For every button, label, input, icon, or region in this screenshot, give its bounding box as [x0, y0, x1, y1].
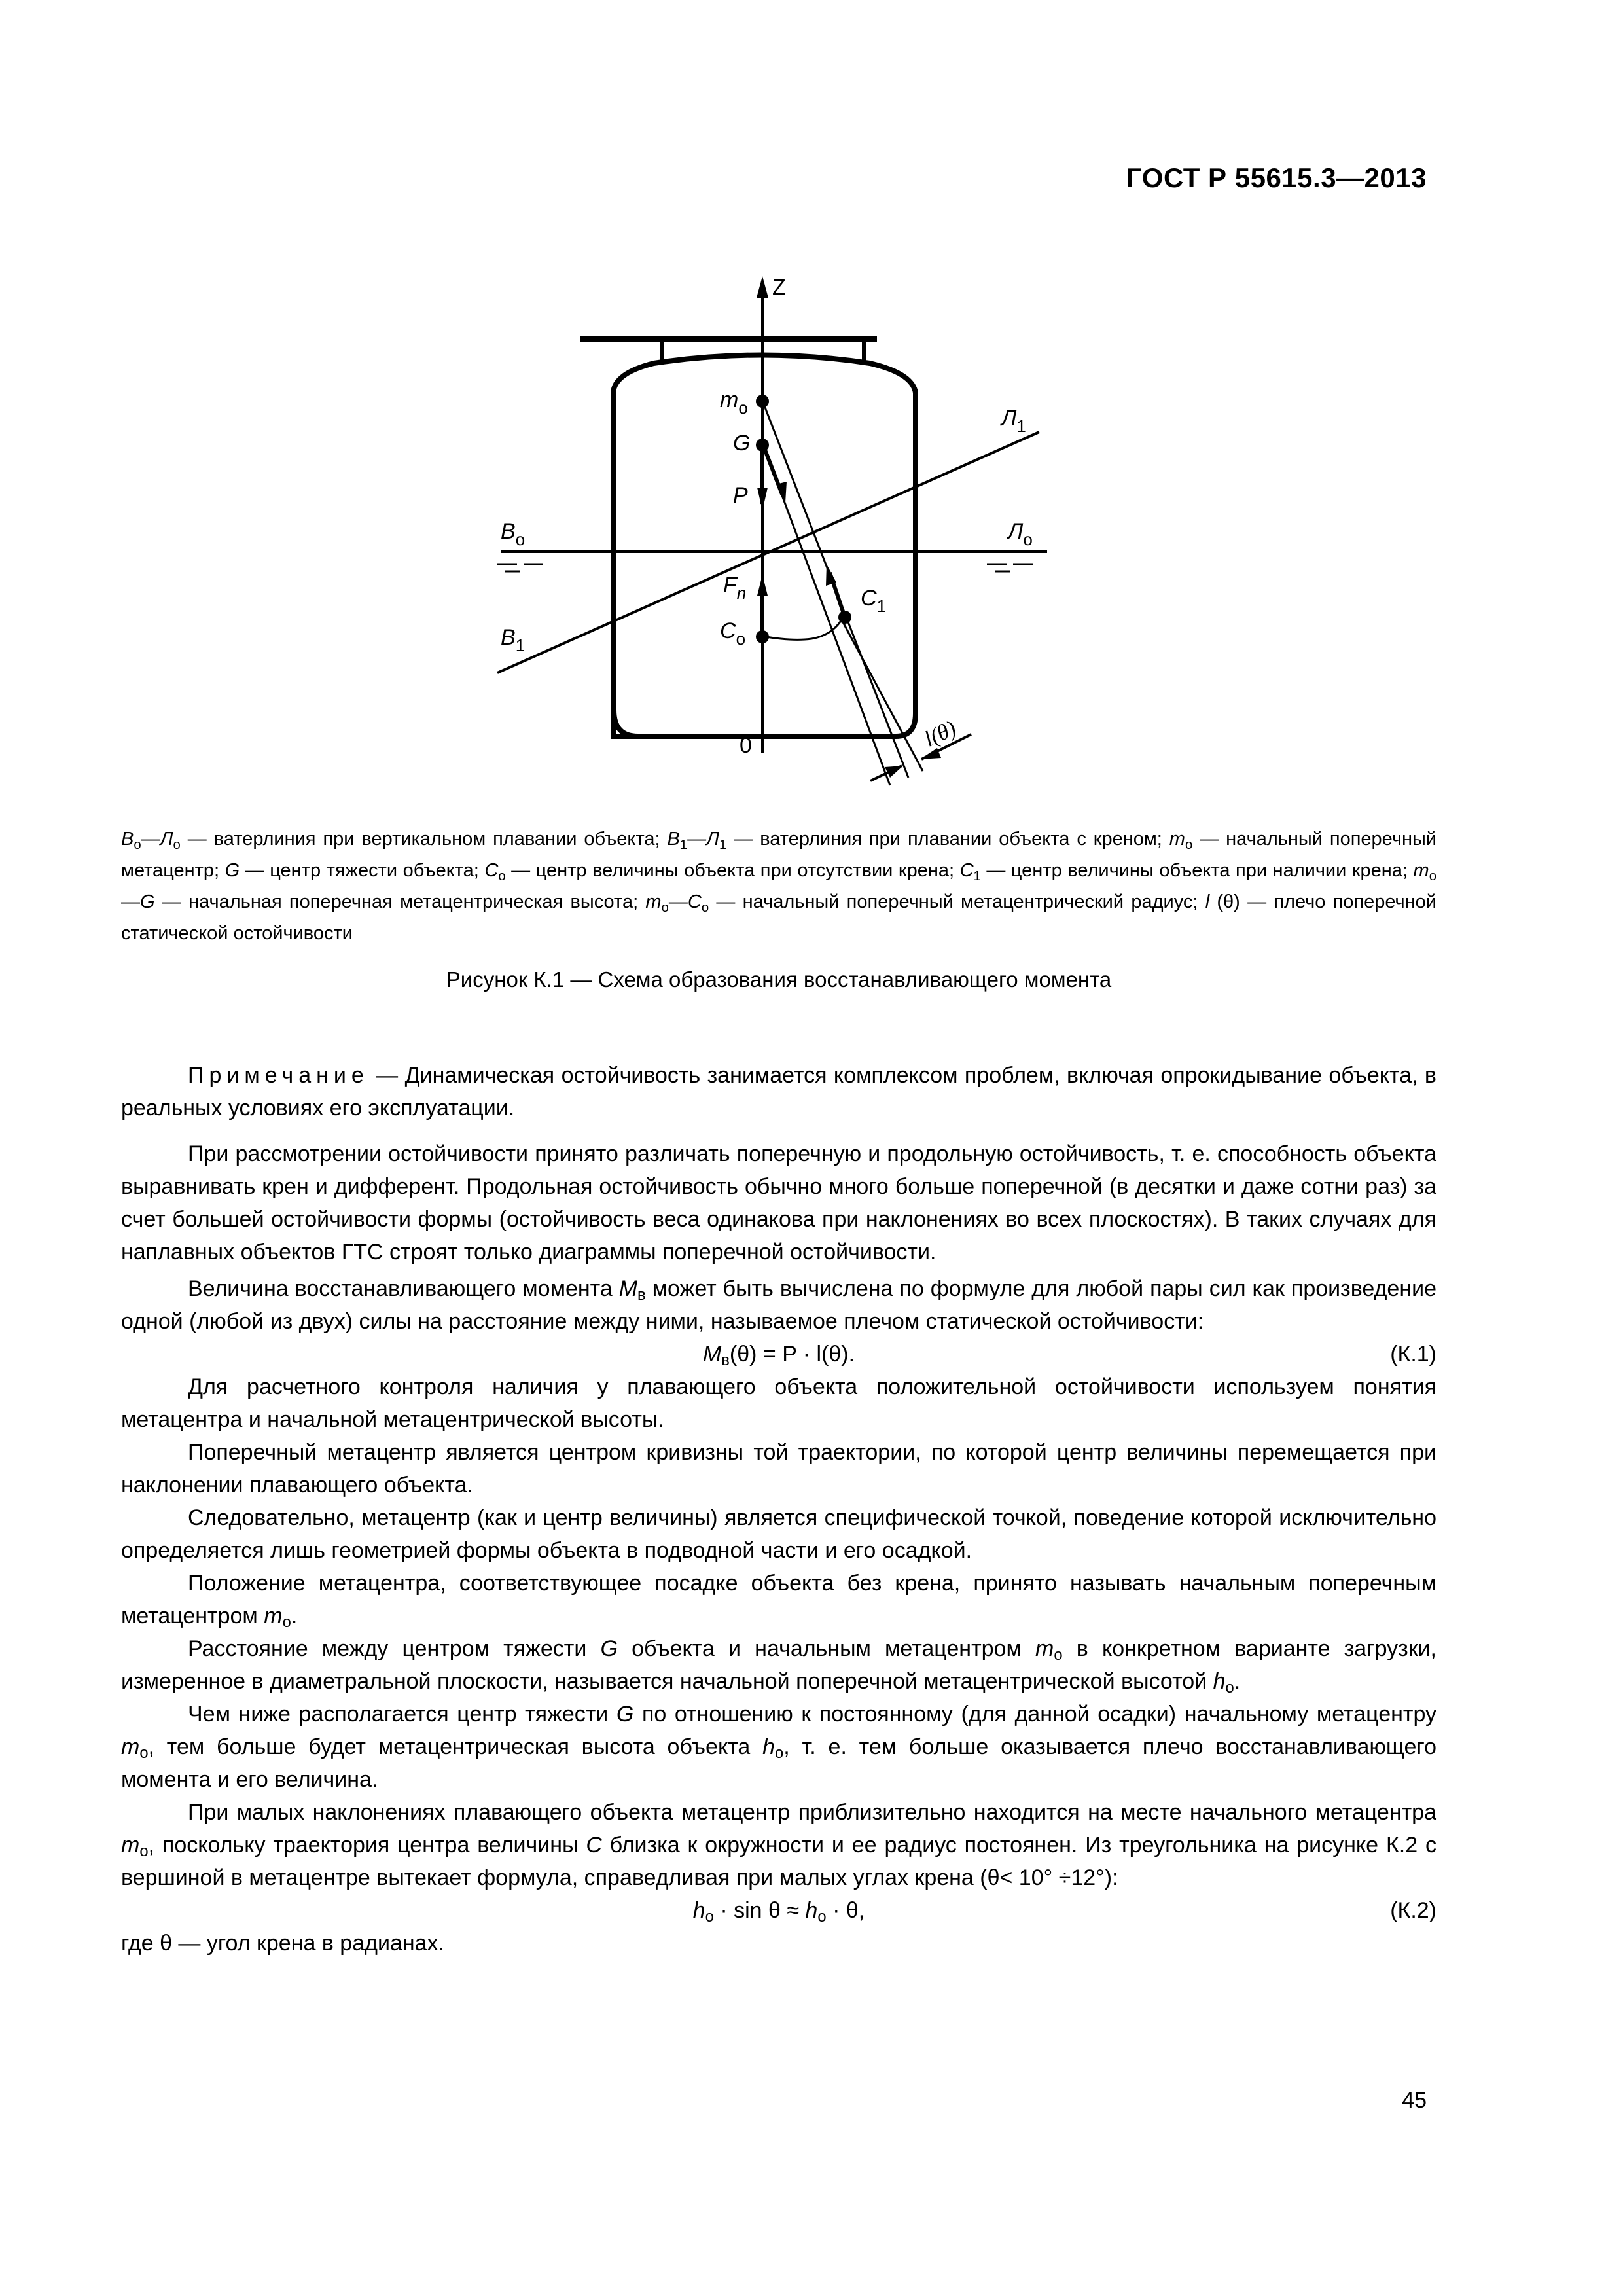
note-label: Примечание [188, 1063, 369, 1088]
legend-item: $B_o—Л_o$ — ватерлиния при вертикальном плавании объекта; [121, 829, 668, 852]
c1-label: $C_1$ [861, 586, 887, 616]
arm-dimension [870, 734, 971, 781]
point-g [756, 439, 769, 452]
where-clause: где θ — угол крена в радианах. [121, 1931, 444, 1956]
figure-legend [121, 823, 1436, 949]
point-c0 [756, 630, 769, 643]
legend-item: G — центр тяжести объекта; [224, 860, 485, 881]
legend-item: l (θ) — плечо поперечной статической остойчивости [121, 891, 1436, 944]
l1-label: $Л_1$ [1001, 406, 1026, 436]
legend-item: $C_1$ — центр величины объекта при наличии крена; [959, 860, 1414, 884]
c0-label: $C_o$ [720, 619, 746, 649]
paragraph: Расстояние между центром тяжести G объекта и начальным метацентром $m_o$ в конкретном варианте загрузки, измеренное в диаметральной плоскости, называется начальной поперечной метацентрической высотой $h_o$. [121, 1636, 1437, 1696]
waterline-b0-l0 [497, 552, 1047, 571]
b0-label: $B_o$ [501, 519, 526, 549]
origin-label: 0 [740, 733, 752, 758]
point-c1 [838, 611, 851, 624]
legend-item: $m_o$ — начальный поперечный метацентр; [121, 829, 1437, 881]
z-axis-label: Z [772, 275, 786, 300]
figure-caption: Рисунок К.1 — Схема образования восстанавливающего момента [446, 967, 1112, 992]
paragraph: При рассмотрении остойчивости принято различать поперечную и продольную остойчивость, т. е. способность объекта выравнивать крен и дифферент. Продольная остойчивость обычно много больше поперечной (в десятки и даже сотни раз) за счет большей остойчивости формы (остойчивость веса одинакова при наклонениях во всех плоскостях). В таких случаях для наплавных объектов ГТС строят только диаграммы поперечной остойчивости. [121, 1141, 1436, 1265]
l0-label: $Л_o$ [1008, 519, 1033, 549]
m0-label: $m_o$ [720, 387, 748, 418]
formula-number: (К.1) [1390, 1342, 1436, 1367]
p-label: P [733, 483, 748, 508]
legend-item: $B_1—Л_1$ — ватерлиния при плавании объекта с креном; [667, 829, 1169, 852]
fn-label: $F_n$ [723, 573, 747, 603]
paragraph: Для расчетного контроля наличия у плавающего объекта положительной остойчивости используем понятия метацентра и начальной метацентрической высоты. [121, 1374, 1436, 1432]
paragraph: Чем ниже располагается центр тяжести G по отношению к постоянному (для данной осадки) начальному метацентру $m_o$, тем больше будет метацентрическая высота объекта $h_o$, т. е. тем больше оказывается плечо восстанавливающего момента и его величина. [121, 1702, 1436, 1792]
formula-k2: $h_o \cdot \sin \theta \approx h_o \cdot \theta$, (К.2) [121, 1894, 1436, 1927]
formula-k1: $M_в(\theta) = P \cdot l(\theta)$. (К.1) [121, 1338, 1436, 1371]
note-paragraph: Примечание — Динамическая остойчивость занимается комплексом проблем, включая опрокидывание объекта, в реальных условиях его эксплуатации. [121, 1063, 1436, 1121]
b1-label: $B_1$ [501, 625, 526, 655]
paragraph: Величина восстанавливающего момента $M_в$ может быть вычислена по формуле для любой пары сил как произведение одной (любой из двух) силы на расстояние между ними, называемое плечом статической остойчивости: [121, 1276, 1436, 1334]
z-axis [757, 276, 768, 753]
document-body [121, 1059, 1436, 1960]
legend-item: $m_o—C_o$ — начальный поперечный метацентрический радиус; [645, 891, 1205, 915]
paragraph: При малых наклонениях плавающего объекта метацентр приблизительно находится на месте начального метацентра $m_o$, поскольку траектория центра величины C близка к окружности и ее радиус постоянен. Из треугольника на рисунке К.2 с вершиной в метацентре вытекает формула, справедливая при малых углах крена (θ< 10° ÷12°): [121, 1800, 1436, 1890]
g-label: G [733, 431, 751, 456]
arm-label: l(θ) [920, 716, 960, 752]
legend-item: $m_o—G$ — начальная поперечная метацентрическая высота; [121, 860, 1436, 912]
paragraph: Положение метацентра, соответствующее посадке объекта без крена, принято называть начальным поперечным метацентром $m_o$. [121, 1571, 1436, 1631]
paragraph: Поперечный метацентр является центром кривизны той траектории, по которой центр величины перемещается при наклонении плавающего объекта. [121, 1440, 1436, 1498]
legend-item: $C_o$ — центр величины объекта при отсутствии крена; [484, 860, 960, 884]
restoring-moment-diagram [0, 0, 1623, 818]
point-m0 [756, 395, 769, 408]
formula-number: (К.2) [1390, 1898, 1436, 1923]
paragraph: Следовательно, метацентр (как и центр величины) является специфической точкой, поведение которой исключительно определяется лишь геометрией формы объекта в подводной части и его осадкой. [121, 1505, 1436, 1563]
page-number: 45 [1402, 2088, 1427, 2113]
document-id-header: ГОСТ Р 55615.3—2013 [1126, 162, 1427, 193]
weight-force-arrow [757, 445, 787, 511]
